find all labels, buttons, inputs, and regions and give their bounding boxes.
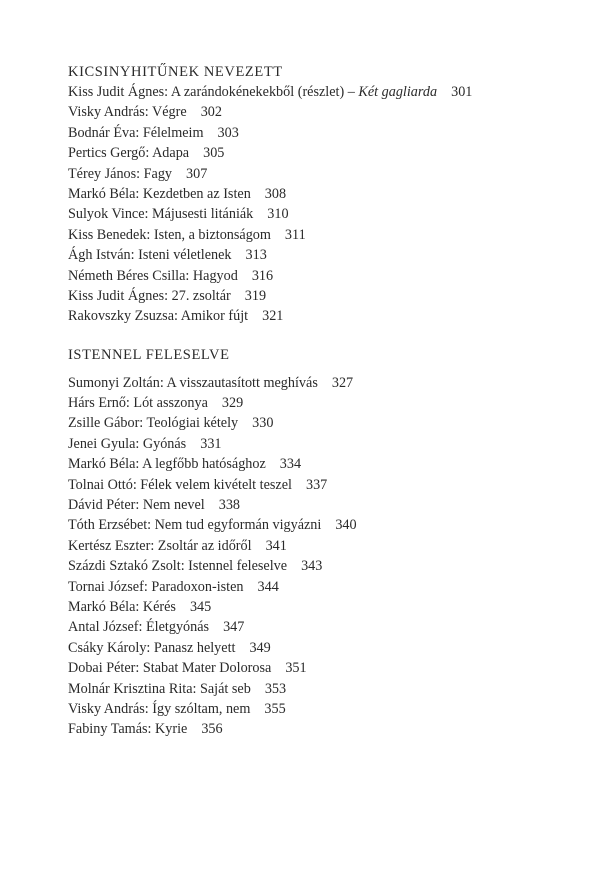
toc-entry <box>68 413 568 433</box>
toc-entry <box>68 556 568 576</box>
toc-entry <box>68 204 568 224</box>
section-title: ISTENNEL FELESELVE <box>68 346 230 363</box>
entry-text: Tolnai Ottó: Félek velem kivételt teszel <box>68 476 292 493</box>
entry-text: Dobai Péter: Stabat Mater Dolorosa <box>68 660 272 677</box>
entry-text: Zsille Gábor: Teológiai kétely <box>68 415 239 432</box>
entry-text: Százdi Sztakó Zsolt: Istennel feleselve <box>68 558 288 575</box>
entry-page-number: 321 <box>262 308 284 325</box>
toc-entries <box>68 373 568 740</box>
toc-entry <box>68 597 568 617</box>
entry-text: Kiss Judit Ágnes: A zarándokénekekből (részlet) – <box>68 84 359 100</box>
entry-page-number: 340 <box>335 517 357 534</box>
entry-text: Visky András: Végre <box>68 104 187 121</box>
toc-entry <box>68 699 568 719</box>
entry-text: Rakovszky Zsuzsa: Amikor fújt <box>68 308 249 325</box>
entry-page-number: 307 <box>186 165 208 182</box>
toc-entry <box>68 658 568 678</box>
entry-page-number: 341 <box>265 537 287 554</box>
toc-entry <box>68 577 568 597</box>
entry-text: Molnár Krisztina Rita: Saját seb <box>68 680 251 697</box>
entry-text: Markó Béla: Kérés <box>68 598 176 615</box>
entry-page-number: 351 <box>285 660 307 677</box>
toc-entry <box>68 515 568 535</box>
entry-text: Tornai József: Paradoxon-isten <box>68 578 244 595</box>
toc-entry <box>68 679 568 699</box>
entry-page-number: 319 <box>244 287 267 304</box>
toc-entry <box>68 536 568 556</box>
toc-entry <box>68 245 568 265</box>
entry-page-number: 353 <box>264 680 287 697</box>
entry-text: Hárs Ernő: Lót asszonya <box>68 395 208 412</box>
toc-entry <box>68 373 568 393</box>
toc-entry <box>68 102 568 122</box>
entry-page-number: 329 <box>221 395 244 412</box>
entry-page-number: 303 <box>217 124 239 141</box>
toc-entry <box>68 495 568 515</box>
entry-page-number: 337 <box>305 476 328 493</box>
entry-page-number: 327 <box>331 374 354 391</box>
toc-entry <box>68 306 568 326</box>
toc-entries <box>68 82 568 327</box>
entry-text: Térey János: Fagy <box>68 165 173 182</box>
entry-text: Visky András: Így szóltam, nem <box>68 700 251 717</box>
entry-text: Sumonyi Zoltán: A visszautasított meghívás <box>68 374 318 391</box>
toc-entry <box>68 82 568 102</box>
entry-text: Markó Béla: Kezdetben az Isten <box>68 185 251 202</box>
toc-entry <box>68 454 568 474</box>
entry-page-number: 355 <box>264 700 286 717</box>
toc-entry <box>68 184 568 204</box>
entry-page-number: 347 <box>223 619 245 636</box>
toc-entry <box>68 123 568 143</box>
entry-page-number: 334 <box>279 456 302 473</box>
entry-text: Jenei Gyula: Gyónás <box>68 435 187 452</box>
entry-text: Kiss Judit Ágnes: 27. zsoltár <box>68 287 231 304</box>
entry-page-number: 310 <box>267 206 289 223</box>
entry-text: Csáky Károly: Panasz helyett <box>68 639 236 656</box>
toc-entry <box>68 393 568 413</box>
entry-text: Markó Béla: A legfőbb hatósághoz <box>68 456 266 473</box>
entry-italic-subtitle: Két gagliarda <box>358 84 438 100</box>
entry-page-number: 331 <box>200 435 222 452</box>
toc-entry <box>68 225 568 245</box>
entry-text: Németh Béres Csilla: Hagyod <box>68 267 238 284</box>
entry-page-number: 345 <box>189 598 212 615</box>
toc-entry <box>68 286 568 306</box>
entry-page-number: 356 <box>201 721 223 738</box>
entry-text: Ágh István: Isteni véletlenek <box>68 247 232 264</box>
entry-page-number: 308 <box>264 185 287 202</box>
entry-text: Tóth Erzsébet: Nem tud egyformán vigyázni <box>68 517 322 534</box>
toc-entry <box>68 266 568 286</box>
entry-text: Bodnár Éva: Félelmeim <box>68 124 204 141</box>
entry-page-number: 301 <box>451 84 473 100</box>
entry-text: Antal József: Életgyónás <box>68 619 210 636</box>
entry-text: Fabiny Tamás: Kyrie <box>68 721 188 738</box>
toc-section-kicsinyhitunek <box>68 62 568 327</box>
section-title: KICSINYHITŰNEK NEVEZETT <box>68 64 283 80</box>
entry-text: Kiss Benedek: Isten, a biztonságom <box>68 226 271 243</box>
table-of-contents <box>68 62 568 740</box>
toc-entry <box>68 143 568 163</box>
entry-page-number: 302 <box>200 104 222 121</box>
toc-entry <box>68 164 568 184</box>
entry-page-number: 349 <box>249 639 271 656</box>
toc-entry <box>68 475 568 495</box>
entry-page-number: 338 <box>218 497 240 514</box>
entry-text: Kertész Eszter: Zsoltár az időről <box>68 537 252 554</box>
entry-page-number: 343 <box>301 558 323 575</box>
entry-page-number: 330 <box>252 415 274 432</box>
entry-page-number: 311 <box>284 226 306 243</box>
entry-page-number: 305 <box>203 145 225 162</box>
entry-text: Sulyok Vince: Májusesti litániák <box>68 206 254 223</box>
toc-entry <box>68 617 568 637</box>
entry-text: Pertics Gergő: Adapa <box>68 145 190 162</box>
toc-section-istennel-feleselve <box>68 345 568 740</box>
toc-entry <box>68 434 568 454</box>
toc-entry <box>68 638 568 658</box>
entry-page-number: 344 <box>257 578 279 595</box>
entry-text: Dávid Péter: Nem nevel <box>68 497 205 514</box>
entry-page-number: 316 <box>251 267 274 284</box>
entry-page-number: 313 <box>245 247 267 264</box>
toc-entry <box>68 719 568 739</box>
